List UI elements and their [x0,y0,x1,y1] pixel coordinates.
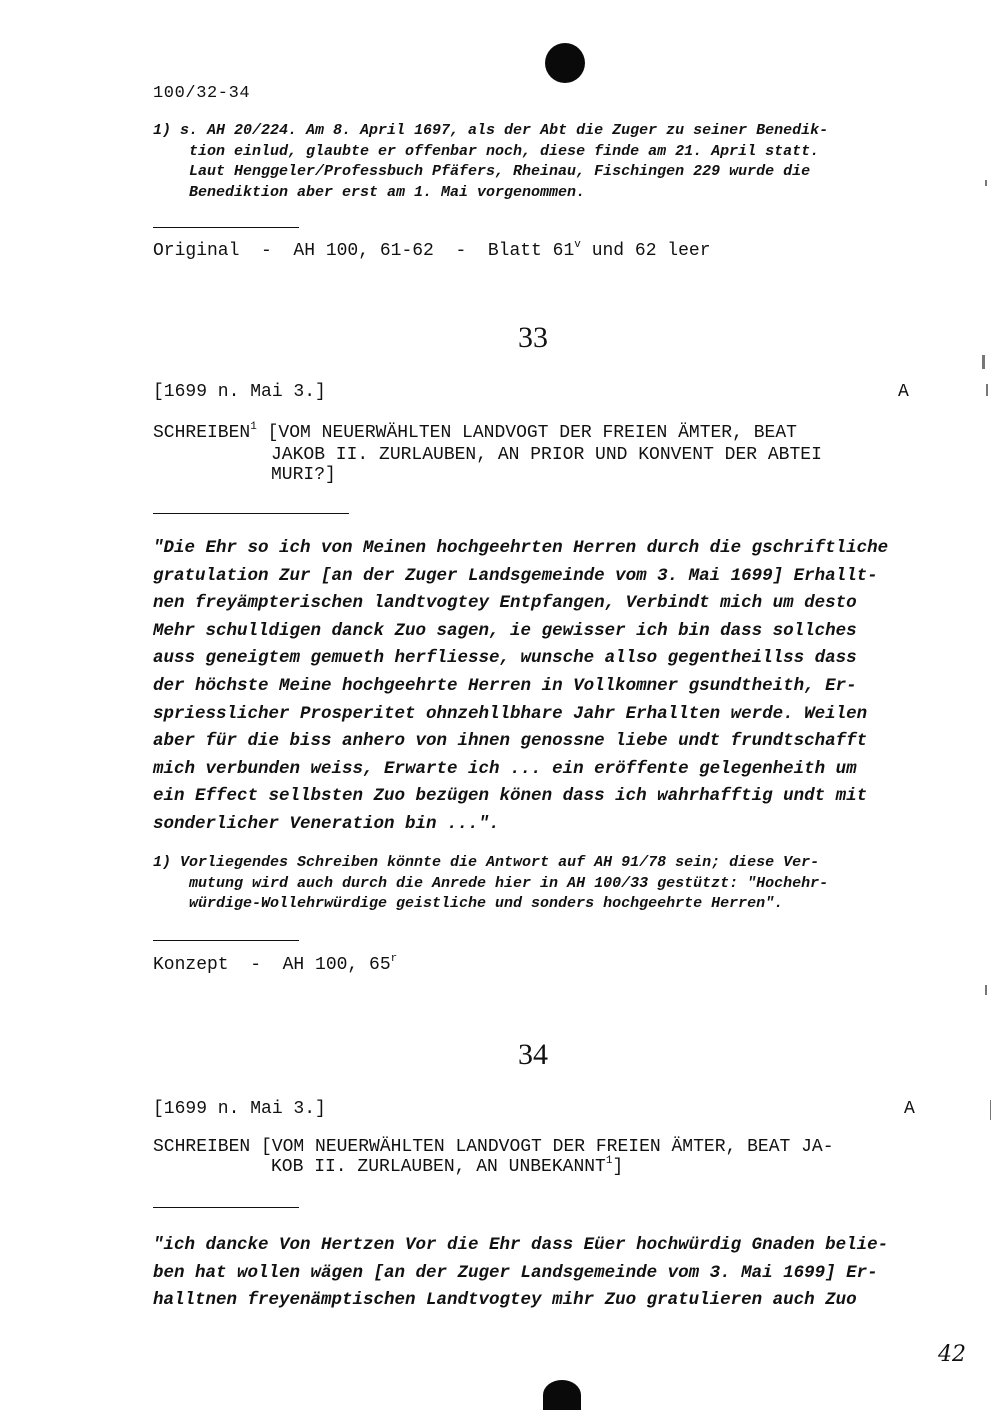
title-line [153,423,923,445]
section-rule [153,940,299,941]
scan-speck [986,384,988,396]
footnote-line: 1) Vorliegendes Schreiben könnte die Antwort auf AH 91/78 sein; diese Ver- [153,854,820,871]
footnote-doc32 [153,121,933,203]
footnote-line: Laut Henggeler/Professbuch Pfäfers, Rheinau, Fischingen 229 wurde die [189,163,811,180]
body-line: der höchste Meine hochgeehrte Herren in Vollkomner gsundtheith, Er- [153,675,857,696]
title-text: ] [612,1157,624,1177]
document-body-33 [153,535,933,839]
scan-speck [985,180,987,186]
source-sup: v [574,239,581,251]
section-rule [153,227,299,228]
document-number-33: 33 [518,321,548,354]
body-line: nen freyämpterischen landtvogtey Entpfangen, Verbindt mich um desto [153,593,857,614]
footnote-line: mutung wird auch durch die Anrede hier in AH 100/33 gestützt: "Hochehr- [189,874,829,892]
section-rule [153,513,349,514]
source-line-doc32 [153,241,711,261]
scan-speck [982,355,985,369]
body-line: aber für die biss anhero von ihnen genossne liebe undt frundtschafft [153,731,868,752]
source-tail: und 62 leer [580,241,711,261]
footnote-doc33 [153,853,933,915]
source-line-doc33 [153,955,397,975]
title-sup: 1 [605,1155,613,1167]
title-line: SCHREIBEN [VOM NEUERWÄHLTEN LANDVOGT DER FREIEN ÄMTER, BEAT JA- [153,1137,834,1157]
footnote-line: 1) s. AH 20/224. Am 8. April 1697, als der Abt die Zuger zu seiner Benedik- [153,122,829,139]
footnote-line: würdige-Wollehrwürdige geistliche und sonders hochgeehrte Herren". [189,895,784,912]
title-line [153,1157,933,1179]
title-line: MURI?] [271,465,336,485]
body-line: gratulation Zur [an der Zuger Landsgemeinde vom 3. Mai 1699] Erhallt- [153,565,878,586]
body-line: mich verbunden weiss, Erwarte ich ... ein eröffente gelegenheith um [153,758,857,779]
document-body-34 [153,1232,933,1315]
document-number-34: 34 [518,1038,548,1071]
source-sup: r [390,953,398,965]
body-line: Mehr schulldigen danck Zuo sagen, ie gewisser ich bin dass sollches [153,620,857,641]
body-line: "ich dancke Von Hertzen Vor die Ehr dass Eüer hochwürdig Gnaden belie- [153,1235,889,1255]
body-line: auss geneigtem gemueth herfliesse, wunsche allso gegentheillss dass [153,648,857,669]
punch-hole-bottom [543,1380,581,1410]
document-letter-33: A [898,382,909,402]
section-rule [153,1207,299,1208]
body-line: ben hat wollen wägen [an der Zuger Landsgemeinde vom 3. Mai 1699] Er- [153,1262,878,1283]
page-number: 42 [938,1342,966,1367]
document-date-34: [1699 n. Mai 3.] [153,1099,326,1119]
page-reference: 100/32-34 [153,84,251,103]
title-line: JAKOB II. ZURLAUBEN, AN PRIOR UND KONVENT DER ABTEI [271,445,822,465]
source-text: Original - AH 100, 61-62 - Blatt 61 [153,241,575,261]
body-line: spriesslicher Prosperitet ohnzehllbhare Jahr Erhallten werde. Weilen [153,703,868,724]
document-date-33: [1699 n. Mai 3.] [153,382,326,402]
body-line: halltnen freyenämptischen Landtvogtey mihr Zuo gratulieren auch Zuo [153,1290,857,1311]
title-text: [VOM NEUERWÄHLTEN LANDVOGT DER FREIEN ÄMTER, BEAT [256,423,797,443]
document-letter-34: A [904,1099,915,1119]
punch-hole-top [545,43,585,83]
title-sup: 1 [250,421,257,433]
source-text: Konzept - AH 100, 65 [153,955,391,975]
body-line: "Die Ehr so ich von Meinen hochgeehrten Herren durch die gschriftliche [153,538,889,558]
document-title-33 [153,423,923,485]
scan-speck [985,985,987,995]
footnote-line: tion einlud, glaubte er offenbar noch, diese finde am 21. April statt. [189,142,820,160]
body-line: ein Effect sellbsten Zuo bezügen könen dass ich wahrhafftig undt mit [153,786,868,807]
body-line: sonderlicher Veneration bin ...". [153,813,500,834]
scan-speck [990,1100,991,1120]
footnote-line: Benediktion aber erst am 1. Mai vorgenommen. [189,183,586,201]
document-title-34 [153,1137,933,1179]
title-text: SCHREIBEN [153,423,251,443]
title-text: KOB II. ZURLAUBEN, AN UNBEKANNT [271,1157,606,1177]
